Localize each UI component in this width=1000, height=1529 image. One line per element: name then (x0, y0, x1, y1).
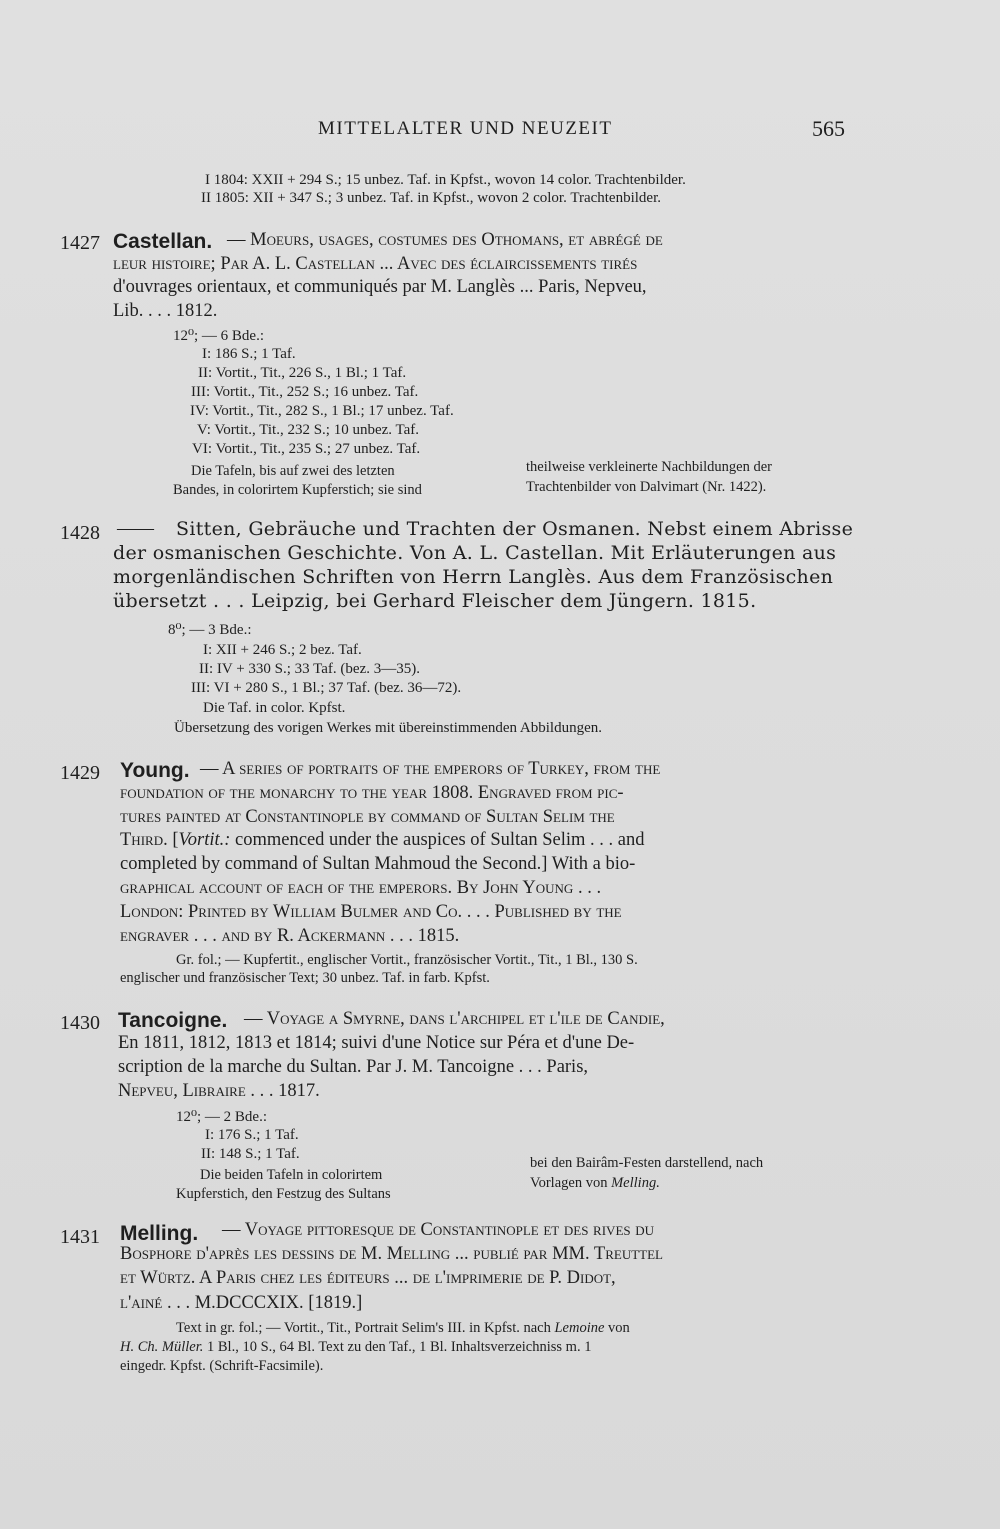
volume-line: II: Vortit., Tit., 226 S., 1 Bl.; 1 Taf. (198, 365, 407, 381)
note-line: Die beiden Tafeln in colorirtem (200, 1167, 383, 1183)
entry-title-line: Nepveu, Libraire . . . 1817. (118, 1081, 320, 1101)
desc-line: englischer und französischer Text; 30 unbez. Taf. in farb. Kpfst. (120, 970, 490, 986)
entry-title-line: Sitten, Gebräuche und Trachten der Osmanen. Nebst einem Abrisse (176, 518, 854, 540)
entry-author: Melling. (120, 1222, 199, 1245)
note-line: theilweise verkleinerte Nachbildungen der (526, 459, 772, 475)
entry-title-line: completed by command of Sultan Mahmoud the Second.] With a bio- (120, 854, 636, 874)
note-text-italic: Melling. (611, 1175, 660, 1191)
entry-title-line (120, 830, 645, 851)
entry-title-line: — Voyage a Smyrne, dans l'archipel et l'ile de Candie, (244, 1009, 665, 1029)
volume-line: I: XII + 246 S.; 2 bez. Taf. (203, 642, 362, 658)
entry-format: 12⁰; — 2 Bde.: (176, 1109, 268, 1125)
volume-line: II: 148 S.; 1 Taf. (201, 1146, 300, 1162)
page-number: 565 (812, 116, 845, 141)
entry-title-line: London: Printed by William Bulmer and Co. . . . Published by the (120, 902, 622, 922)
entry-title-line: leur histoire; Par A. L. Castellan ... Avec des éclaircissements tirés (113, 254, 638, 274)
volume-line: V: Vortit., Tit., 232 S.; 10 unbez. Taf. (197, 422, 420, 438)
entry-title-line: morgenländischen Schriften von Herrn Langlès. Aus dem Französischen (113, 566, 834, 588)
entry-author: Young. (120, 759, 190, 782)
entry-author: Castellan. (113, 230, 213, 253)
volume-line: II: IV + 330 S.; 33 Taf. (bez. 3—35). (199, 661, 420, 677)
title-text: Third. [ (120, 830, 179, 850)
desc-text-italic: H. Ch. Müller. (120, 1339, 204, 1355)
volume-line: III: Vortit., Tit., 252 S.; 16 unbez. Taf. (191, 384, 419, 400)
desc-line (176, 1320, 630, 1337)
entry-title-line: l'ainé . . . M.DCCCXIX. [1819.] (120, 1293, 363, 1313)
entry-title-line: übersetzt . . . Leipzig, bei Gerhard Fleischer dem Jüngern. 1815. (113, 590, 757, 612)
volume-line: VI: Vortit., Tit., 235 S.; 27 unbez. Taf. (192, 441, 421, 457)
desc-text: Text in gr. fol.; — Vortit., Tit., Portrait Selim's III. in Kpfst. nach (176, 1320, 555, 1336)
note-line: Kupferstich, den Festzug des Sultans (176, 1186, 391, 1202)
entry-title-line: — Voyage pittoresque de Constantinople et des rives du (222, 1220, 655, 1240)
prev-entry-vol2: II 1805: XII + 347 S.; 3 unbez. Taf. in Kpfst., wovon 2 color. Trachtenbilder. (201, 190, 661, 206)
entry-title-line: d'ouvrages orientaux, et communiqués par M. Langlès ... Paris, Nepveu, (113, 277, 647, 297)
entry-author: Tancoigne. (118, 1009, 228, 1032)
note-line: Bandes, in colorirtem Kupferstich; sie sind (173, 482, 422, 498)
entry-title-line: foundation of the monarchy to the year 1808. Engraved from pic- (120, 783, 624, 803)
entry-number: 1428 (60, 522, 100, 544)
entry-title-line: tures painted at Constantinople by command of Sultan Selim the (120, 807, 615, 827)
prev-entry-vol1: I 1804: XXII + 294 S.; 15 unbez. Taf. in Kpfst., wovon 14 color. Trachtenbilder. (205, 172, 686, 188)
entry-title-line: et Würtz. A Paris chez les éditeurs ... de l'imprimerie de P. Didot, (120, 1268, 616, 1288)
desc-line: eingedr. Kpfst. (Schrift-Facsimile). (120, 1358, 324, 1374)
entry-format: 8⁰; — 3 Bde.: (168, 622, 252, 638)
entry-title-line: Lib. . . . 1812. (113, 301, 218, 321)
entry-title-line: — Moeurs, usages, costumes des Othomans, et abrégé de (227, 230, 663, 250)
volume-line: I: 176 S.; 1 Taf. (205, 1127, 299, 1143)
note-line: Trachtenbilder von Dalvimart (Nr. 1422). (526, 479, 767, 495)
repeat-author-dash: —— (117, 519, 154, 539)
entry-title-line: Bosphore d'après les dessins de M. Melling ... publié par MM. Treuttel (120, 1244, 663, 1264)
entry-title-line: engraver . . . and by R. Ackermann . . . 1815. (120, 926, 460, 946)
note-line: Übersetzung des vorigen Werkes mit übereinstimmenden Abbildungen. (174, 720, 603, 736)
entry-number: 1427 (60, 232, 100, 254)
entry-title-line: — A series of portraits of the emperors of Turkey, from the (200, 759, 661, 779)
entry-number: 1430 (60, 1012, 100, 1034)
desc-text-italic: Lemoine (554, 1320, 605, 1336)
note-line (530, 1175, 660, 1192)
title-text-italic: Vortit.: (178, 830, 231, 850)
running-title: MITTELALTER UND NEUZEIT (318, 118, 613, 139)
entry-title-line: En 1811, 1812, 1813 et 1814; suivi d'une Notice sur Péra et d'une De- (118, 1033, 635, 1053)
entry-title-line: der osmanischen Geschichte. Von A. L. Castellan. Mit Erläuterungen aus (113, 542, 837, 564)
entry-format: 12⁰; — 6 Bde.: (173, 328, 265, 344)
volume-line: IV: Vortit., Tit., 282 S., 1 Bl.; 17 unbez. Taf. (190, 403, 454, 419)
note-line: Die Tafeln, bis auf zwei des letzten (191, 463, 395, 479)
note-line: bei den Bairâm-Festen darstellend, nach (530, 1155, 764, 1171)
entry-number: 1431 (60, 1226, 100, 1248)
entry-number: 1429 (60, 762, 100, 784)
page-header (0, 118, 1000, 148)
volume-line: III: VI + 280 S., 1 Bl.; 37 Taf. (bez. 36—72). (191, 680, 462, 696)
desc-line: Gr. fol.; — Kupfertit., englischer Vortit., französischer Vortit., Tit., 1 Bl., 130 S. (176, 952, 638, 968)
desc-line (120, 1339, 591, 1356)
note-text: Vorlagen von (530, 1175, 612, 1191)
note-line: Die Taf. in color. Kpfst. (203, 700, 346, 716)
entry-title-line: graphical account of each of the emperors. By John Young . . . (120, 878, 602, 898)
title-text: commenced under the auspices of Sultan Selim . . . and (230, 830, 645, 850)
desc-text: 1 Bl., 10 S., 64 Bl. Text zu den Taf., 1 Bl. Inhaltsverzeichniss m. 1 (203, 1339, 592, 1355)
desc-text: von (604, 1320, 630, 1336)
volume-line: I: 186 S.; 1 Taf. (202, 346, 296, 362)
entry-title-line: scription de la marche du Sultan. Par J. M. Tancoigne . . . Paris, (118, 1057, 589, 1077)
